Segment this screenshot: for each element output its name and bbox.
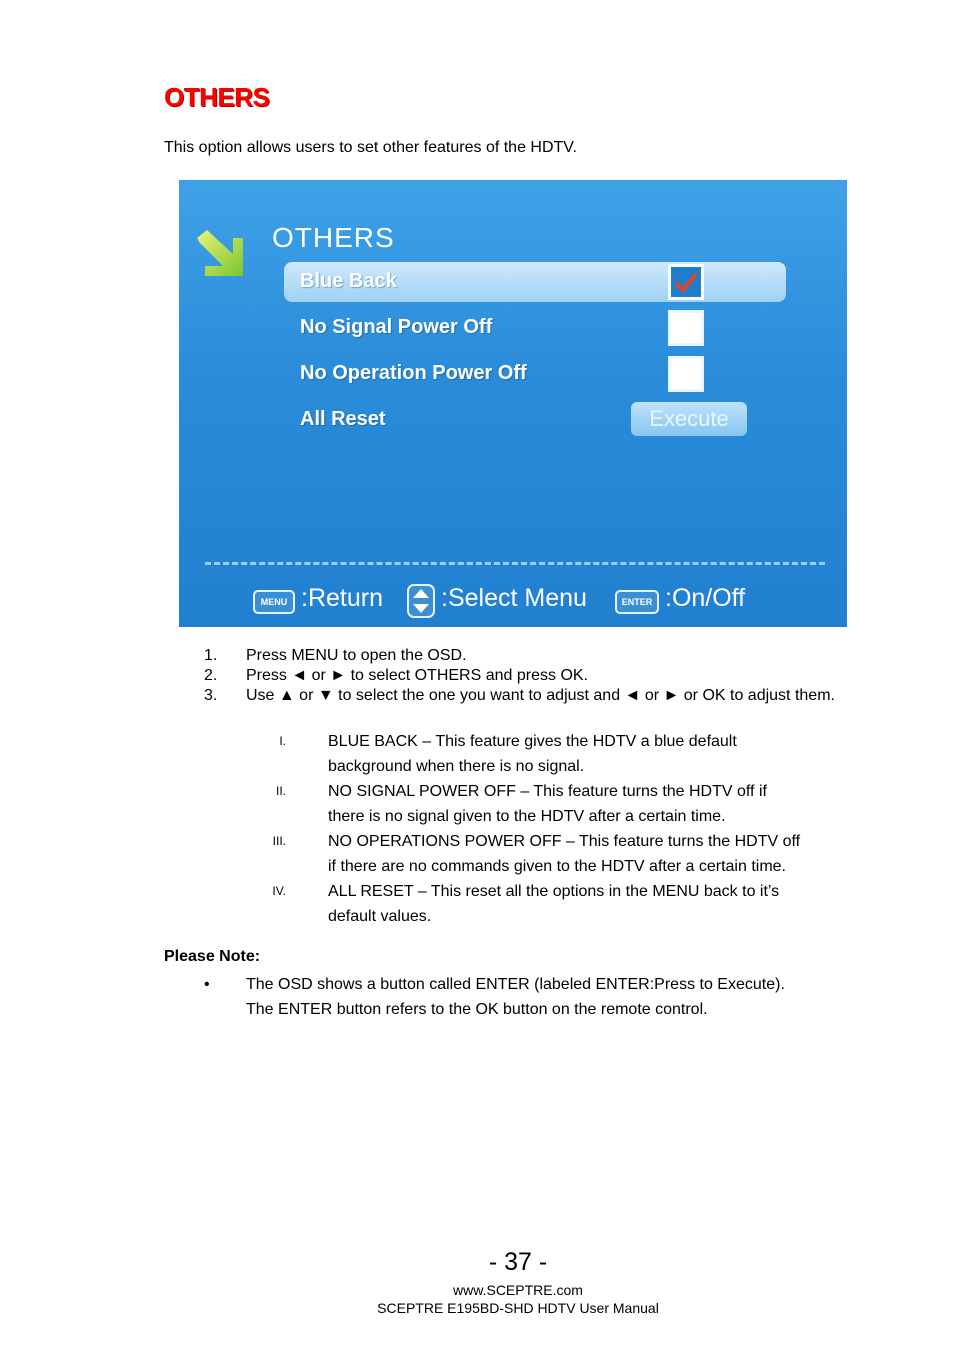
sub-item-line: ALL RESET – This reset all the options in the MENU back to it’s <box>328 883 780 900</box>
osd-row-no-operation-power-off[interactable] <box>284 354 786 394</box>
checkbox-unchecked[interactable] <box>668 356 704 392</box>
sub-item-line: NO SIGNAL POWER OFF – This feature turns the HDTV off if <box>328 783 767 800</box>
sub-item-line: BLUE BACK – This feature gives the HDTV a blue default <box>328 733 737 750</box>
note-line: The OSD shows a button called ENTER (labeled ENTER:Press to Execute). <box>246 976 785 993</box>
website-link: www.SCEPTRE.com <box>453 1282 583 1298</box>
sub-item-line: there is no signal given to the HDTV after a certain time. <box>328 808 726 825</box>
step-text: Use ▲ or ▼ to select the one you want to adjust and ◄ or ► or OK to adjust them. <box>246 687 835 704</box>
list-item <box>204 686 878 706</box>
sub-item-line: default values. <box>328 908 432 925</box>
note-heading: Please Note: <box>164 948 261 965</box>
osd-footer <box>179 580 847 620</box>
osd-row-blue-back[interactable] <box>284 262 786 302</box>
return-hint: :Return <box>301 584 383 612</box>
step-number: 2. <box>204 667 218 684</box>
steps-list <box>204 646 878 706</box>
sub-item-number: IV. <box>272 884 286 898</box>
sub-item-number: II. <box>275 784 286 798</box>
osd-row-no-signal-power-off[interactable] <box>284 308 786 348</box>
checkbox-checked[interactable] <box>668 264 704 300</box>
osd-row-label: No Operation Power Off <box>300 362 527 384</box>
onoff-hint: :On/Off <box>665 584 746 612</box>
step-number: 1. <box>204 647 218 664</box>
menu-key-icon: MENU <box>253 590 295 614</box>
sub-item-number: I. <box>279 734 286 748</box>
select-arrows-icon <box>407 584 435 618</box>
execute-button[interactable]: Execute <box>631 402 747 436</box>
check-icon <box>673 270 699 294</box>
page-title: OTHERS <box>164 82 270 112</box>
step-number: 3. <box>204 687 218 704</box>
osd-row-all-reset[interactable] <box>284 402 786 442</box>
list-item <box>204 646 878 666</box>
osd-row-label: All Reset <box>300 408 386 430</box>
osd-screenshot <box>179 180 847 627</box>
arrow-icon <box>195 228 245 280</box>
checkbox-unchecked[interactable] <box>668 310 704 346</box>
manual-title: SCEPTRE E195BD-SHD HDTV User Manual <box>377 1300 659 1316</box>
intro-text: This option allows users to set other features of the HDTV. <box>164 139 577 156</box>
enter-key-icon: ENTER <box>615 590 659 614</box>
note-line: The ENTER button refers to the OK button on the remote control. <box>246 1001 708 1018</box>
osd-divider <box>205 562 825 565</box>
step-text: Press MENU to open the OSD. <box>246 647 467 664</box>
osd-row-label: Blue Back <box>300 270 397 292</box>
osd-row-label: No Signal Power Off <box>300 316 493 338</box>
osd-title: OTHERS <box>272 222 395 253</box>
sub-item-line: background when there is no signal. <box>328 758 585 775</box>
page-number: - 37 - <box>488 1248 548 1276</box>
list-item <box>204 666 878 686</box>
sub-item-line: if there are no commands given to the HDTV after a certain time. <box>328 858 786 875</box>
select-menu-hint: :Select Menu <box>441 584 587 612</box>
step-text: Press ◄ or ► to select OTHERS and press OK. <box>246 667 588 684</box>
bullet-icon: • <box>204 976 210 993</box>
sub-item-line: NO OPERATIONS POWER OFF – This feature turns the HDTV off <box>328 833 801 850</box>
sub-item-number: III. <box>272 834 286 848</box>
